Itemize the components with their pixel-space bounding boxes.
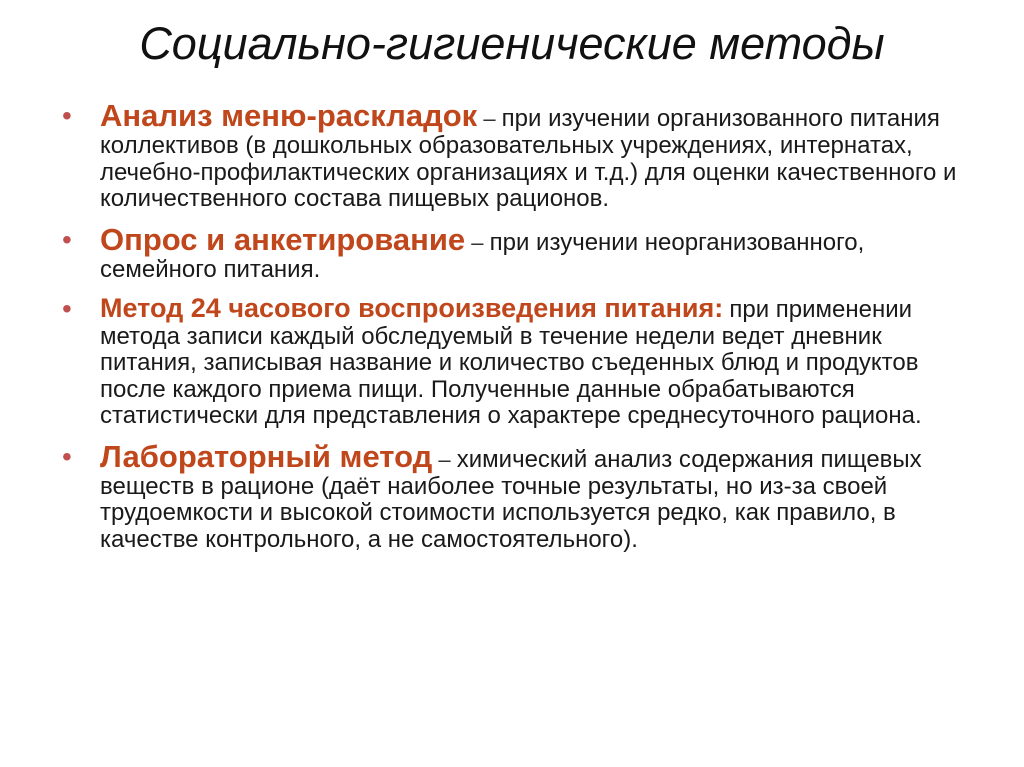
list-item-menu-analysis	[62, 99, 962, 213]
item-description: при изучении организованного питания коллективов (в дошкольных образовательных учреждениях, интернатах, лечебно-профилактических организациях и т.д.) для оценки качественного и количественного состава пищевых рационов.	[100, 105, 957, 212]
item-term: Лабораторный метод	[100, 438, 433, 474]
item-separator: –	[432, 446, 457, 472]
methods-list	[62, 99, 962, 553]
item-term: Метод 24 часового воспроизведения питания:	[100, 293, 724, 323]
list-item-24h-recall	[62, 293, 962, 430]
list-item-lab-method	[62, 440, 962, 554]
bullet-icon: •	[62, 100, 72, 131]
item-separator: –	[465, 229, 490, 255]
item-description: при изучении неорганизованного, семейного питания.	[100, 228, 865, 283]
bullet-icon: •	[62, 223, 72, 255]
slide-title: Социально-гигиенические методы	[139, 18, 885, 69]
bullet-icon: •	[62, 293, 72, 324]
item-separator: –	[477, 106, 502, 131]
item-term: Анализ меню-раскладок	[100, 98, 478, 133]
item-term: Опрос и анкетирование	[100, 221, 466, 257]
item-description: химический анализ содержания пищевых веществ в рационе (даёт наиболее точные результаты, но из-за своей трудоемкости и высокой стоимости используется редко, как правило, в качестве контрольного, а не самостоятельного).	[100, 445, 922, 553]
item-description: при применении метода записи каждый обследуемый в течение недели ведет дневник питания, записывая название и количество съеденных блюд и продуктов после каждого приема пищи. Полученные данные обрабатываются статистически для представления о характере среднесуточного рациона.	[100, 296, 922, 429]
bullet-icon: •	[62, 440, 72, 472]
list-item-survey	[62, 223, 962, 284]
